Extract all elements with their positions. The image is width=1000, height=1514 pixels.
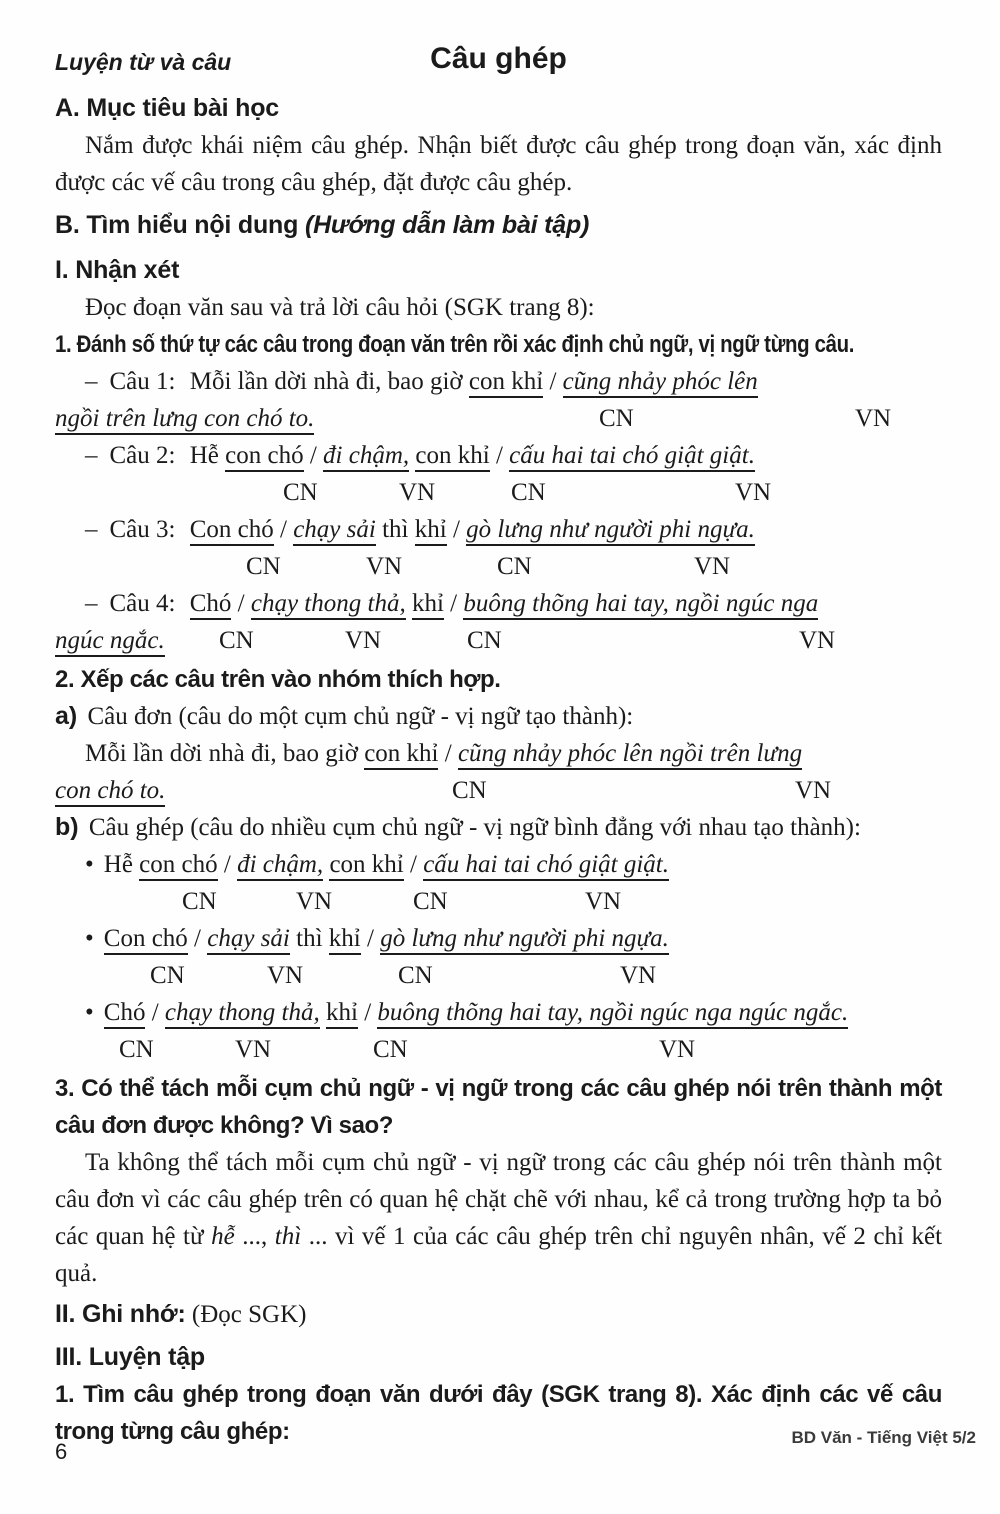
bullet2-predicate1-underlined: chạy sải <box>207 925 290 955</box>
sentence-cau4-line1 <box>55 585 942 622</box>
slash-glyph: / <box>409 851 417 878</box>
question-3-heading: 3. Có thể tách mỗi cụm chủ ngữ - vị ngữ trong các câu ghép nói trên thành một câu đơn được không? Vì sao? <box>55 1075 942 1139</box>
cau4-predicate2-continued: ngúc ngắc. <box>55 627 165 657</box>
vn-label: VN <box>795 777 832 804</box>
cau4-predicate1-underlined: chạy thong thả, <box>251 590 406 620</box>
cau1-line2-with-labels <box>55 400 942 437</box>
sentence-cau3 <box>55 511 942 548</box>
bullet3-labels <box>55 1031 942 1068</box>
answer-italic-thi: thì <box>274 1223 302 1250</box>
cn-label: CN <box>467 627 502 654</box>
heading-ghi-nho: II. Ghi nhớ: <box>55 1300 186 1328</box>
cn-label: CN <box>599 405 634 432</box>
slash-glyph: / <box>549 368 557 395</box>
cau2-labels <box>55 474 942 511</box>
cau1-predicate-underlined: cũng nhảy phóc lên <box>563 368 758 398</box>
group-a-subject-underlined: con khỉ <box>364 740 438 770</box>
bullet3-predicate1-underlined: chạy thong thả, <box>165 999 320 1029</box>
lesson-title: Câu ghép <box>430 42 567 75</box>
page-number: 6 <box>55 1439 68 1464</box>
cn-label: CN <box>283 479 318 506</box>
cn-label: CN <box>413 888 448 915</box>
sentence-cau2 <box>55 437 942 474</box>
vn-label: VN <box>399 479 436 506</box>
heading-ghi-nho-line <box>55 1296 942 1333</box>
vn-label: VN <box>267 962 304 989</box>
page-header <box>55 36 942 82</box>
cau2-predicate2-underlined: cấu hai tai chó giật giật. <box>509 442 755 472</box>
group-a-line2-with-labels <box>55 772 942 809</box>
cn-label: CN <box>452 777 487 804</box>
cau2-predicate1-underlined: đi chậm, <box>323 442 409 472</box>
heading-section-b <box>55 207 942 244</box>
slash-glyph: / <box>194 925 201 952</box>
group-b-line <box>55 809 942 846</box>
heading-section-a: A. Mục tiêu bài học <box>55 94 279 122</box>
page-content <box>55 0 942 1450</box>
answer-italic-he: hễ <box>211 1223 235 1250</box>
bullet3-predicate2-underlined: buông thõng hai tay, ngồi ngúc nga ngúc ngắc. <box>377 999 848 1029</box>
group-a-text: Câu đơn (câu do một cụm chủ ngữ - vị ngữ tạo thành): <box>87 703 634 730</box>
vn-label: VN <box>366 553 403 580</box>
vn-label: VN <box>620 962 657 989</box>
slash-glyph: / <box>364 999 372 1026</box>
cn-label: CN <box>497 553 532 580</box>
bullet2-predicate2-underlined: gò lưng như người phi ngựa. <box>380 925 669 955</box>
answer-text: ..., <box>242 1223 268 1250</box>
bullet-glyph: • <box>85 851 94 878</box>
cau4-subject1-underlined: Chó <box>190 590 232 620</box>
bullet1-labels <box>55 883 942 920</box>
bullet1-predicate2-underlined: cấu hai tai chó giật giật. <box>423 851 669 881</box>
answer-text: ... vì vế 1 của các câu ghép trên chỉ nguyên nhân, vế 2 chỉ kết quả. <box>55 1223 943 1287</box>
cn-label: CN <box>373 1036 408 1063</box>
bullet2-conjunction: thì <box>296 925 323 952</box>
bullet2-subject1-underlined: Con chó <box>104 925 188 955</box>
bullet3-subject1-underlined: Chó <box>104 999 146 1029</box>
group-a-predicate-continued: con chó to. <box>55 777 165 807</box>
cau2-label: Câu 2: <box>109 442 176 469</box>
question-2-heading: 2. Xếp các câu trên vào nhóm thích hợp. <box>55 666 501 693</box>
dash-glyph: – <box>85 368 98 395</box>
sentence-cau1-line1 <box>55 363 942 400</box>
cau4-subject2-underlined: khỉ <box>412 590 444 620</box>
slash-glyph: / <box>444 740 452 767</box>
vn-label: VN <box>799 627 836 654</box>
heading-section-b-text: B. Tìm hiểu nội dung <box>55 211 299 239</box>
vn-label: VN <box>585 888 622 915</box>
bullet1-subject1-underlined: con chó <box>139 851 217 881</box>
cau3-label: Câu 3: <box>109 516 176 543</box>
vn-label: VN <box>855 405 892 432</box>
dash-glyph: – <box>85 516 98 543</box>
group-a-predicate-underlined: cũng nhảy phóc lên ngồi trên lưng <box>458 740 802 770</box>
slash-glyph: / <box>280 516 287 543</box>
cau4-predicate2-underlined: buông thõng hai tay, ngồi ngúc nga <box>463 590 818 620</box>
cau3-subject1-underlined: Con chó <box>190 516 274 546</box>
heading-section-b-note: (Hướng dẫn làm bài tập) <box>304 211 590 239</box>
cau3-subject2-underlined: khỉ <box>415 516 447 546</box>
vn-label: VN <box>345 627 382 654</box>
slash-glyph: / <box>452 516 460 543</box>
cau2-subject2-underlined: con khỉ <box>415 442 489 472</box>
cn-label: CN <box>119 1036 154 1063</box>
section-a-body: Nắm được khái niệm câu ghép. Nhận biết được câu ghép trong đoạn văn, xác định được các vế câu trong câu ghép, đặt được câu ghép. <box>55 132 942 196</box>
slash-glyph: / <box>495 442 503 469</box>
bullet3-subject2-underlined: khỉ <box>326 999 358 1029</box>
group-b-text: Câu ghép (câu do nhiều cụm chủ ngữ - vị ngữ bình đẳng với nhau tạo thành): <box>88 814 861 841</box>
vn-label: VN <box>735 479 772 506</box>
slash-glyph: / <box>450 590 458 617</box>
cau2-pre: Hễ <box>189 442 219 469</box>
slash-glyph: / <box>366 925 374 952</box>
question-3-answer <box>55 1144 942 1292</box>
cn-label: CN <box>150 962 185 989</box>
cau3-conjunction: thì <box>382 516 409 543</box>
cau3-predicate2-underlined: gò lưng như người phi ngựa. <box>466 516 755 546</box>
cau3-predicate1-underlined: chạy sải <box>293 516 376 546</box>
bullet2-labels <box>55 957 942 994</box>
bullet-glyph: • <box>85 925 94 952</box>
cau1-label: Câu 1: <box>109 368 176 395</box>
slash-glyph: / <box>151 999 159 1026</box>
slash-glyph: / <box>237 590 245 617</box>
vn-label: VN <box>659 1036 696 1063</box>
cau4-label: Câu 4: <box>109 590 176 617</box>
question-1-heading-text: 1. Đánh số thứ tự các câu trong đoạn văn trên rồi xác định chủ ngữ, vị ngữ từng câu. <box>55 331 855 358</box>
cau1-pre: Mỗi lần dời nhà đi, bao giờ <box>189 368 463 395</box>
vn-label: VN <box>296 888 333 915</box>
group-b-label: b) <box>55 813 79 841</box>
heading-luyen-tap: III. Luyện tập <box>55 1343 205 1371</box>
slash-glyph: / <box>223 851 231 878</box>
vn-label: VN <box>694 553 731 580</box>
bullet-sentence-2 <box>55 920 942 957</box>
slash-glyph: / <box>309 442 317 469</box>
cau3-labels <box>55 548 942 585</box>
question-1-heading <box>55 326 942 363</box>
cn-label: CN <box>219 627 254 654</box>
heading-nhan-xet: I. Nhận xét <box>55 256 180 284</box>
bullet2-subject2-underlined: khỉ <box>329 925 361 955</box>
group-a-line <box>55 698 942 735</box>
cn-label: CN <box>246 553 281 580</box>
bullet1-predicate1-underlined: đi chậm, <box>237 851 323 881</box>
dash-glyph: – <box>85 442 98 469</box>
group-a-pre: Mỗi lần dời nhà đi, bao giờ <box>85 740 358 767</box>
cn-label: CN <box>511 479 546 506</box>
book-reference: BD Văn - Tiếng Việt 5/2 <box>791 1428 976 1447</box>
exercise-1-heading: 1. Tìm câu ghép trong đoạn văn dưới đây (SGK trang 8). Xác định các vế câu trong từng câu ghép: <box>55 1381 942 1445</box>
cn-label: CN <box>182 888 217 915</box>
vn-label: VN <box>235 1036 272 1063</box>
cau1-predicate-continued: ngồi trên lưng con chó to. <box>55 405 314 435</box>
bullet1-subject2-underlined: con khỉ <box>329 851 403 881</box>
bullet1-pre: Hễ <box>103 851 133 878</box>
answer-text: Ta không thể tách mỗi cụm chủ ngữ - vị ngữ trong các câu ghép nói trên thành một câu đơn vì các câu ghép trên có quan hệ chặt chẽ với nhau, kể cả trong trường hợp ta bỏ các quan hệ từ <box>55 1149 942 1250</box>
group-a-sentence-line1 <box>55 735 942 772</box>
bullet-glyph: • <box>85 999 94 1026</box>
bullet-sentence-3 <box>55 994 942 1031</box>
cau1-subject-underlined: con khỉ <box>469 368 543 398</box>
ghi-nho-note: (Đọc SGK) <box>191 1301 307 1328</box>
dash-glyph: – <box>85 590 98 617</box>
cau2-subject1-underlined: con chó <box>225 442 303 472</box>
section-kicker: Luyện từ và câu <box>55 49 232 75</box>
bullet-sentence-1 <box>55 846 942 883</box>
nhan-xet-intro: Đọc đoạn văn sau và trả lời câu hỏi (SGK trang 8): <box>85 294 595 321</box>
cau4-line2-with-labels <box>55 622 942 659</box>
cn-label: CN <box>398 962 433 989</box>
group-a-label: a) <box>55 702 78 730</box>
